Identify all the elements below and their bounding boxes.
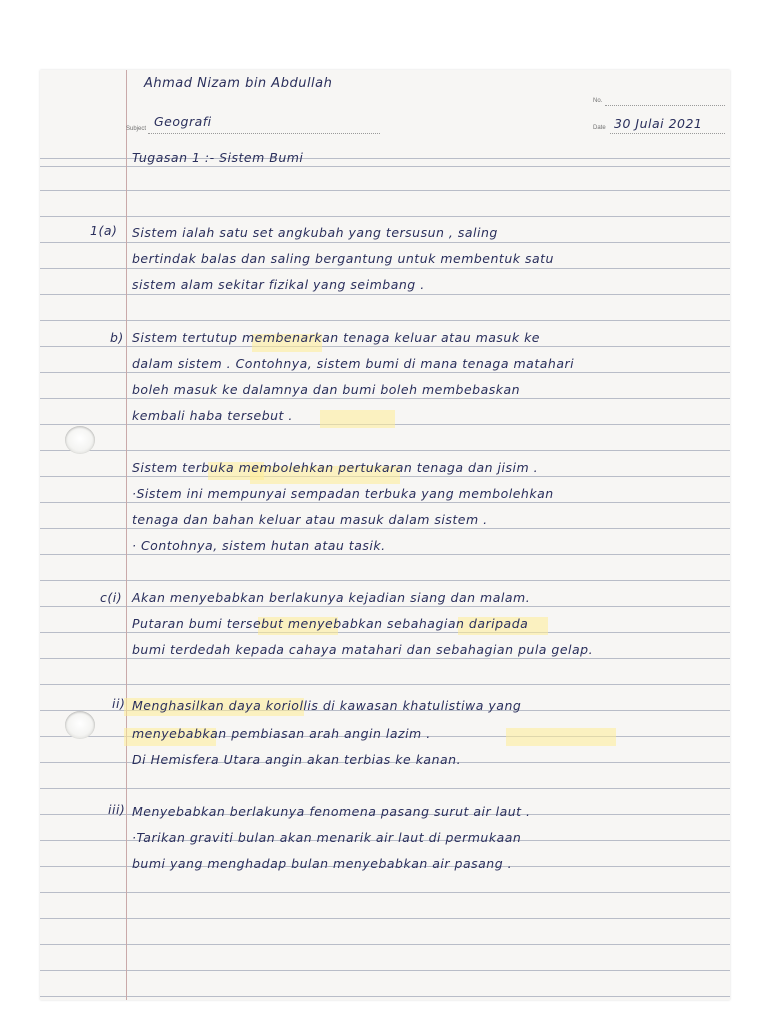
ruled-line <box>40 346 730 347</box>
answer-line: bertindak balas dan saling bergantung untuk membentuk satu <box>132 251 554 266</box>
ruled-line <box>40 554 730 555</box>
binder-hole <box>65 711 95 739</box>
answer-line: Menyebabkan berlakunya fenomena pasang surut air laut . <box>132 804 531 819</box>
answer-line: bumi terdedah kepada cahaya matahari dan sebahagian pula gelap. <box>132 642 594 657</box>
ruled-line <box>40 372 730 373</box>
answer-line: dalam sistem . Contohnya, sistem bumi di mana tenaga matahari <box>132 356 575 371</box>
answer-line: tenaga dan bahan keluar atau masuk dalam sistem . <box>132 512 488 527</box>
ruled-line <box>40 450 730 451</box>
highlight-mark <box>506 728 616 746</box>
highlight-mark <box>320 410 395 428</box>
answer-line: kembali haba tersebut . <box>132 408 293 423</box>
ruled-line <box>40 242 730 243</box>
ruled-line <box>40 996 730 997</box>
answer-line: bumi yang menghadap bulan menyebabkan air pasang . <box>132 856 513 871</box>
answer-line: Di Hemisfera Utara angin akan terbias ke kanan. <box>132 752 462 767</box>
ruled-line <box>40 632 730 633</box>
ruled-line <box>40 944 730 945</box>
date-label: Date <box>593 125 606 131</box>
ruled-line <box>40 788 730 789</box>
answer-line: ·Tarikan graviti bulan akan menarik air laut di permukaan <box>132 830 522 845</box>
ruled-line <box>40 684 730 685</box>
subject-value: Geografi <box>154 114 212 129</box>
no-field <box>605 104 725 106</box>
question-label: ii) <box>112 696 126 711</box>
ruled-line <box>40 216 730 217</box>
answer-line: menyebabkan pembiasan arah angin lazim . <box>132 726 431 741</box>
question-label: c(i) <box>100 590 123 605</box>
ruled-line <box>40 892 730 893</box>
ruled-line <box>40 166 730 167</box>
ruled-line <box>40 190 730 191</box>
ruled-line <box>40 606 730 607</box>
answer-line: ·Sistem ini mempunyai sempadan terbuka yang membolehkan <box>132 486 554 501</box>
ruled-line <box>40 268 730 269</box>
answer-line: sistem alam sekitar fizikal yang seimbang . <box>132 277 425 292</box>
ruled-line <box>40 658 730 659</box>
page-title: Tugasan 1 :- Sistem Bumi <box>132 150 304 165</box>
ruled-line <box>40 528 730 529</box>
question-label: 1(a) <box>90 223 118 238</box>
notebook-page <box>40 70 730 1000</box>
no-label: No. <box>593 98 603 104</box>
margin-line <box>126 70 127 1000</box>
answer-line: Akan menyebabkan berlakunya kejadian siang dan malam. <box>132 590 531 605</box>
ruled-line <box>40 294 730 295</box>
answer-line: Sistem ialah satu set angkubah yang tersusun , saling <box>132 225 498 240</box>
student-name: Ahmad Nizam bin Abdullah <box>144 76 333 91</box>
date-value: 30 Julai 2021 <box>614 116 703 131</box>
subject-label: Subject <box>126 126 147 132</box>
ruled-line <box>40 502 730 503</box>
answer-line: Sistem tertutup membenarkan tenaga keluar atau masuk ke <box>132 330 540 345</box>
ruled-line <box>40 398 730 399</box>
subject-field <box>148 132 380 134</box>
ruled-line <box>40 970 730 971</box>
answer-line: Menghasilkan daya koriollis di kawasan khatulistiwa yang <box>132 698 522 713</box>
answer-line: boleh masuk ke dalamnya dan bumi boleh membebaskan <box>132 382 521 397</box>
ruled-line <box>40 918 730 919</box>
ruled-line <box>40 580 730 581</box>
question-label: iii) <box>108 802 126 817</box>
date-field <box>610 132 725 134</box>
question-label: b) <box>110 330 124 345</box>
answer-line: · Contohnya, sistem hutan atau tasik. <box>132 538 386 553</box>
answer-line: Putaran bumi tersebut menyebabkan sebahagian daripada <box>132 616 529 631</box>
ruled-line <box>40 320 730 321</box>
answer-line: Sistem terbuka membolehkan pertukaran tenaga dan jisim . <box>132 460 539 475</box>
binder-hole <box>65 426 95 454</box>
